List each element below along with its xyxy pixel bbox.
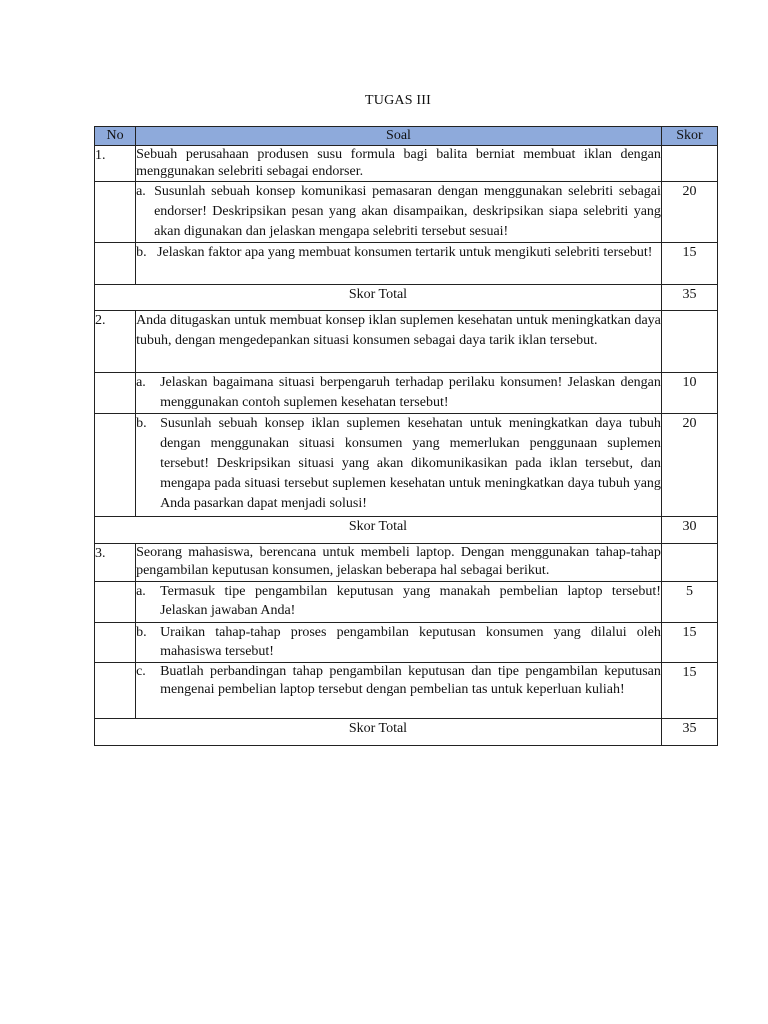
question-number: 1. <box>95 146 136 182</box>
sub-question-score: 20 <box>661 414 717 517</box>
sub-question-row <box>95 243 718 285</box>
sub-question-marker: a. <box>136 184 146 199</box>
sub-question-marker: b. <box>136 245 147 260</box>
number-cell-empty <box>95 582 136 623</box>
sub-question-score: 5 <box>661 582 717 623</box>
sub-question <box>136 414 662 517</box>
question-text: Anda ditugaskan untuk membuat konsep iklan suplemen kesehatan untuk meningkatkan daya tubuh, dengan mengedepankan situasi konsumen sebagai daya tarik iklan tersebut. <box>136 311 662 373</box>
sub-question-score: 15 <box>661 623 717 663</box>
sub-question-score: 15 <box>661 243 717 285</box>
sub-question-text: Jelaskan bagaimana situasi berpengaruh terhadap perilaku konsumen! Jelaskan dengan menggunakan contoh suplemen kesehatan tersebut! <box>160 375 661 410</box>
sub-question-row <box>95 582 718 623</box>
sub-question <box>136 182 662 243</box>
question-number: 2. <box>95 311 136 373</box>
score-cell-empty <box>661 146 717 182</box>
sub-question-text: Susunlah sebuah konsep iklan suplemen kesehatan untuk meningkatkan daya tubuh dengan menggunakan situasi konsumen yang memerlukan penggunaan suplemen tersebut! Deskripsikan situasi yang akan dikomunikasikan pada iklan tersebut, dan mengapa pada situasi tersebut suplemen kesehatan untuk meningkatkan daya tubuh yang Anda pasarkan dapat menjadi solusi! <box>160 416 661 511</box>
score-total-label: Skor Total <box>95 517 662 544</box>
sub-question-row <box>95 373 718 414</box>
number-cell-empty <box>95 373 136 414</box>
sub-question-text: Uraikan tahap-tahap proses pengambilan keputusan konsumen yang dilalui oleh mahasiswa tersebut! <box>160 625 661 659</box>
sub-question-row <box>95 623 718 663</box>
score-total-value: 30 <box>661 517 717 544</box>
header-skor: Skor <box>661 127 717 146</box>
score-total-row <box>95 719 718 746</box>
sub-question-score: 15 <box>661 663 717 719</box>
score-total-label: Skor Total <box>95 719 662 746</box>
sub-question-marker: b. <box>136 625 147 640</box>
sub-question-text: Termasuk tipe pengambilan keputusan yang manakah pembelian laptop tersebut! Jelaskan jawaban Anda! <box>160 584 661 618</box>
sub-question <box>136 243 662 285</box>
score-total-value: 35 <box>661 719 717 746</box>
sub-question-marker: c. <box>136 664 146 679</box>
header-no: No <box>95 127 136 146</box>
header-soal: Soal <box>136 127 662 146</box>
sub-question-marker: a. <box>136 584 146 599</box>
sub-question <box>136 623 662 663</box>
sub-question-marker: a. <box>136 375 146 390</box>
sub-question <box>136 373 662 414</box>
question-text: Sebuah perusahaan produsen susu formula bagi balita berniat membuat iklan dengan menggunakan selebriti sebagai endorser. <box>136 146 662 182</box>
sub-question-row <box>95 182 718 243</box>
sub-question-score: 10 <box>661 373 717 414</box>
question-row <box>95 146 718 182</box>
score-total-row <box>95 517 718 544</box>
number-cell-empty <box>95 182 136 243</box>
sub-question-marker: b. <box>136 416 147 431</box>
sub-question-text: Jelaskan faktor apa yang membuat konsumen tertarik untuk mengikuti selebriti tersebut! <box>157 245 653 260</box>
number-cell-empty <box>95 623 136 663</box>
number-cell-empty <box>95 663 136 719</box>
number-cell-empty <box>95 414 136 517</box>
question-row <box>95 311 718 373</box>
sub-question-score: 20 <box>661 182 717 243</box>
sub-question-row <box>95 414 718 517</box>
score-total-label: Skor Total <box>95 285 662 311</box>
score-cell-empty <box>661 544 717 582</box>
sub-question-row <box>95 663 718 719</box>
score-cell-empty <box>661 311 717 373</box>
score-total-value: 35 <box>661 285 717 311</box>
sub-question <box>136 663 662 719</box>
question-number: 3. <box>95 544 136 582</box>
sub-question-text: Buatlah perbandingan tahap pengambilan keputusan dan tipe pengambilan keputusan mengenai pembelian laptop tersebut dengan pembelian tas untuk keperluan kuliah! <box>160 664 661 697</box>
table-header-row <box>95 127 718 146</box>
question-row <box>95 544 718 582</box>
document-title: TUGAS III <box>365 93 431 108</box>
score-total-row <box>95 285 718 311</box>
sub-question-text: Susunlah sebuah konsep komunikasi pemasaran dengan menggunakan selebriti sebagai endorser! Deskripsikan pesan yang akan disampaikan, deskripsikan siapa selebriti yang akan digunakan dan jelaskan mengapa selebriti tersebut sesuai! <box>154 184 661 239</box>
task-table <box>94 126 718 746</box>
question-text: Seorang mahasiswa, berencana untuk membeli laptop. Dengan menggunakan tahap-tahap pengambilan keputusan konsumen, jelaskan beberapa hal sebagai berikut. <box>136 544 662 582</box>
number-cell-empty <box>95 243 136 285</box>
sub-question <box>136 582 662 623</box>
